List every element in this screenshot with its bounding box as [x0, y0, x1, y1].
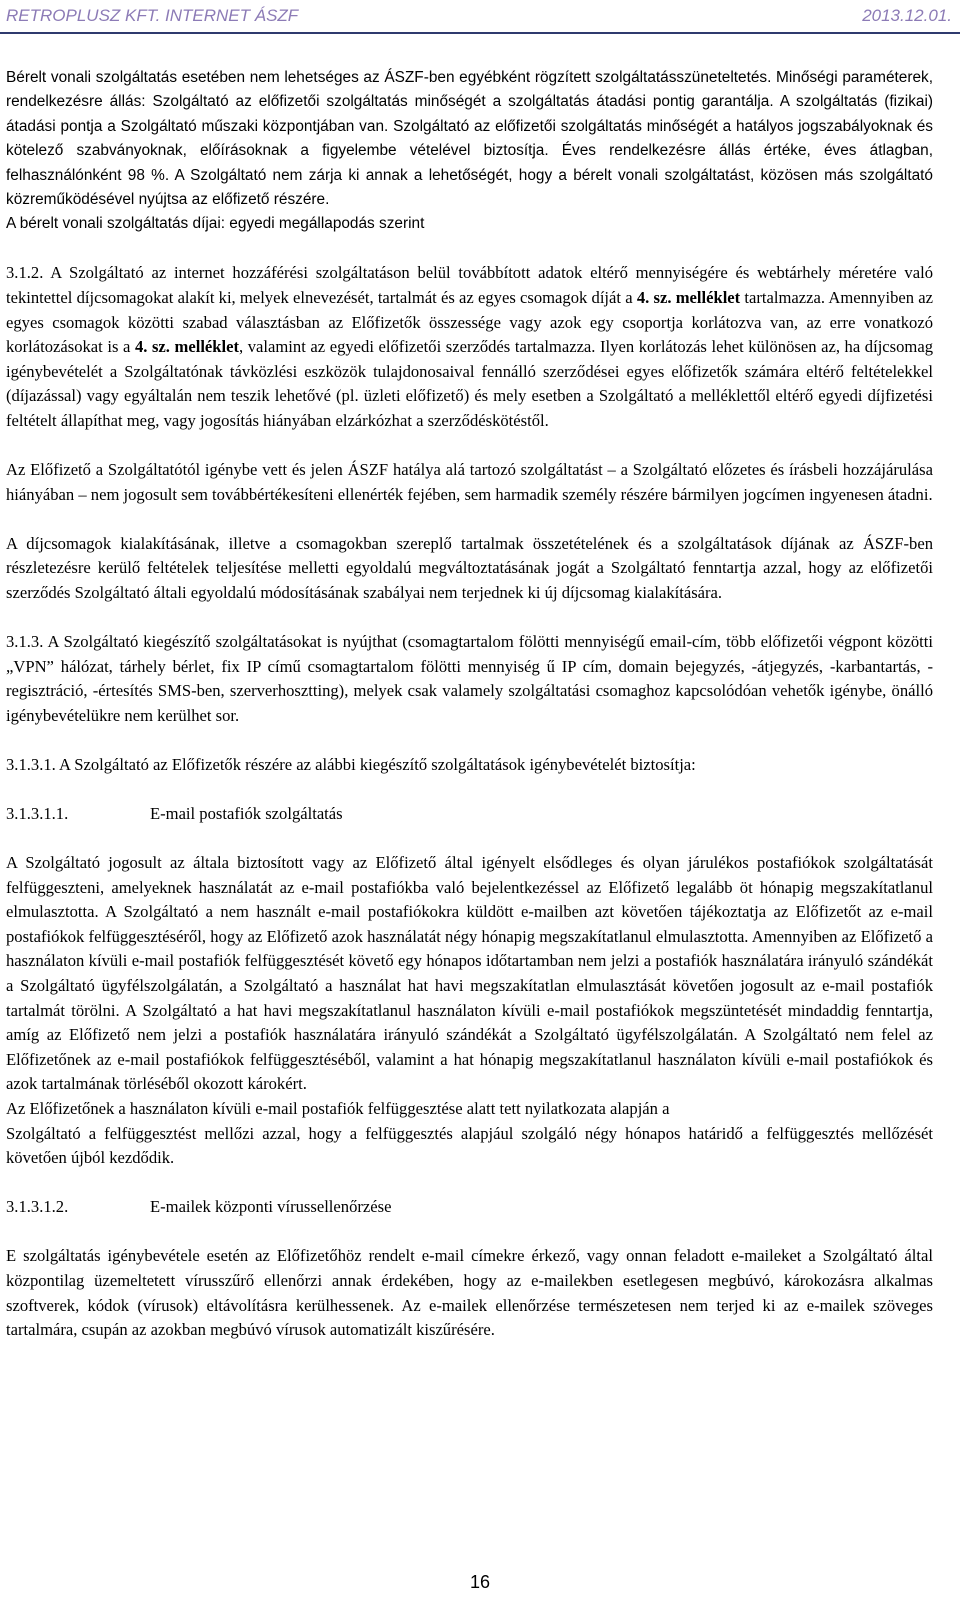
- header-company: RETROPLUSZ KFT. INTERNET ÁSZF: [6, 6, 299, 25]
- heading-email-mailbox: [6, 802, 933, 827]
- paragraph-3-1-2: 3.1.2. A Szolgáltató az internet hozzáférési szolgáltatáson belül továbbított adatok eltérő mennyiségére és webtárhely méretére való tekintettel díjcsomagokat alakít ki, melyek elnevezését, tartalmát és az egyes csomagok díját a 4. sz. melléklet tartalmazza. Amennyiben az egyes csomagok közötti szabad választásban az Előfizetők összessége vagy azok egy csoportja korlátozva van, az erre vonatkozó korlátozásokat is a 4. sz. melléklet, valamint az egyedi előfizetői szerződés tartalmazza. Ilyen korlátozás lehet különösen az, ha díjcsomag igénybevételét a Szolgáltatónak távközlési eszközök tulajdonosaival fennálló szerződései egyes előfizetők számára eltérő feltételekkel (díjazással) vagy egyáltalán nem teszik lehetővé (pl. üzleti előfizető) és mely esetben a Szolgáltató a melléklettől eltérő egyedi díjfizetési feltételt állapíthat meg, vagy jogosítás hiányában elzárkózhat a szerződéskötéstől.: [6, 263, 934, 430]
- paragraph-suspension-declaration: Az Előfizetőnek a használaton kívüli e-mail postafiók felfüggesztése alatt tett nyilatkozata alapján a: [6, 1098, 670, 1118]
- annex-4-reference: 4. sz. melléklet: [636, 287, 741, 307]
- heading-number: 3.1.3.1.2.: [6, 1197, 69, 1217]
- paragraph-3-1-3: 3.1.3. A Szolgáltató kiegészítő szolgáltatásokat is nyújthat (csomagtartalom fölötti mennyiségű email-cím, több előfizetői végpont közötti „VPN” hálózat, tárhely bérlet, fix IP című csomagtartalom fölötti mennyiség ű IP cím, domain bejegyzés, -átjegyzés, -karbantartás, -regisztráció, -értesítés SMS-ben, szerverhosztting), melyek csak valamely szolgáltatási csomaghoz kapcsolódóan vehetők igénybe, önálló igénybevételükre nem kerülhet sor.: [6, 631, 933, 725]
- heading-number: 3.1.3.1.1.: [6, 803, 69, 823]
- paragraph-leased-line-fees: A bérelt vonali szolgáltatás díjai: egyedi megállapodás szerint: [6, 215, 425, 233]
- paragraph-3-1-3-1: 3.1.3.1. A Szolgáltató az Előfizetők részére az alábbi kiegészítő szolgáltatások igénybevételét biztosítja:: [6, 754, 696, 774]
- header-date: 2013.12.01.: [862, 6, 952, 25]
- heading-title: E-mailek központi vírussellenőrzése: [150, 1197, 392, 1217]
- paragraph-leased-line: Bérelt vonali szolgáltatás esetében nem lehetséges az ÁSZF-ben egyébként rögzített szolgáltatásszüneteltetés. Minőségi paraméterek, rendelkezésre állás: Szolgáltató az előfizetői szolgáltatás minőségét a szolgáltatás átadási pontig garantálja. A szolgáltatás (fizikai) átadási pontja a Szolgáltató műszaki központjában van. Szolgáltató az előfizetői szolgáltatás minőségét a hatályos jogszabályoknak és kötelező szabványoknak, előírásoknak a figyelembe vételével biztosítja. Éves rendelkezésre állás értéke, éves átlagban, felhasználónként 98 %. A Szolgáltató nem zárja ki annak a lehetőségét, hogy a bérelt vonali szolgáltatást, közösen más szolgáltató közreműködésével nyújtsa az előfizető részére.: [6, 69, 933, 209]
- page-content: [6, 66, 933, 1343]
- page-number: 16: [469, 1572, 491, 1592]
- header-rule: [0, 32, 960, 34]
- paragraph-mailbox-suspension: A Szolgáltató jogosult az általa biztosított vagy az Előfizető által igényelt elsődleges és olyan járulékos postafiókok szolgáltatását felfüggeszteni, amelyeknek használatát az e-mail postafiókba való bejelentkezéssel az Előfizető legalább öt hónapig megszakítatlanul elmulasztotta. A Szolgáltató a nem használt e-mail postafiókokra küldött e-mailben azt követően tájékoztatja az Előfizetőt az e-mail postafiókok felfüggesztéséről, hogy az Előfizető azok használatát négy hónapig megszakítatlanul elmulasztotta. Amennyiben az Előfizető a használaton kívüli e-mail postafiók felfüggesztését követő egy hónapos időtartamban nem jelzi a postafiók használatára irányuló szándékát a Szolgáltató ügyfélszolgálatán, a Szolgáltató a használat hat havi megszakítatlan elmulasztását követően jogosult az e-mail postafiók tartalmát törölni. A Szolgáltató a hat havi megszakítatlanul használaton kívüli e-mail postafiókok megszüntetését mindaddig fenntartja, amíg az Előfizető nem jelzi a postafiók használatára irányuló szándékát a Szolgáltató ügyfélszolgálatán. A Szolgáltató nem felel az Előfizetőnek az e-mail postafiókok felfüggesztéséből, valamint a hat hónapig megszakítatlanul használaton kívüli e-mail postafiókok és azok tartalmának törléséből okozott károkért.: [6, 853, 933, 1094]
- page-header: [0, 6, 960, 32]
- paragraph-resale: Az Előfizető a Szolgáltatótól igénybe vett és jelen ÁSZF hatálya alá tartozó szolgáltatást – a Szolgáltató előzetes és írásbeli hozzájárulása hiányában – nem jogosult sem továbbértékesíteni ellenérték fejében, sem harmadik személy részére bármilyen jogcímen ingyenesen átadni.: [6, 460, 933, 504]
- heading-title: E-mail postafiók szolgáltatás: [150, 803, 343, 823]
- heading-virus-check: [6, 1195, 933, 1220]
- paragraph-virus-filter: E szolgáltatás igénybevétele esetén az Előfizetőhöz rendelt e-mail címekre érkező, vagy onnan feladott e-maileket a Szolgáltató által központilag üzemeltetett vírusszűrő ellenőrzi annak érdekében, hogy az e-mailekben esetlegesen megbúvó, károkozásra alkalmas szoftverek, kódok (vírusok) eltávolításra kerülhessenek. Az e-mailek ellenőrzése természetesen nem terjed ki az e-mailek szöveges tartalmára, csupán az azokban megbúvó vírusok automatizált kiszűrésére.: [6, 1246, 933, 1340]
- annex-4-reference: 4. sz. melléklet: [134, 337, 240, 357]
- paragraph-suspension-omission: Szolgáltató a felfüggesztést mellőzi azzal, hogy a felfüggesztés alapjául szolgáló négy hónapos határidő a felfüggesztés mellőzését követően újból kezdődik.: [6, 1123, 933, 1168]
- paragraph-package-changes: A díjcsomagok kialakításának, illetve a csomagokban szereplő tartalmak összetételének és a szolgáltatások díjának az ÁSZF-ben részletezésre kerülő feltételek teljesítése melletti egyoldalú megváltoztatásának jogát a Szolgáltató fenntartja azzal, hogy az előfizetői szerződés Szolgáltató általi egyoldalú módosításának szabályai nem terjednek ki új díjcsomag kialakítására.: [6, 533, 933, 602]
